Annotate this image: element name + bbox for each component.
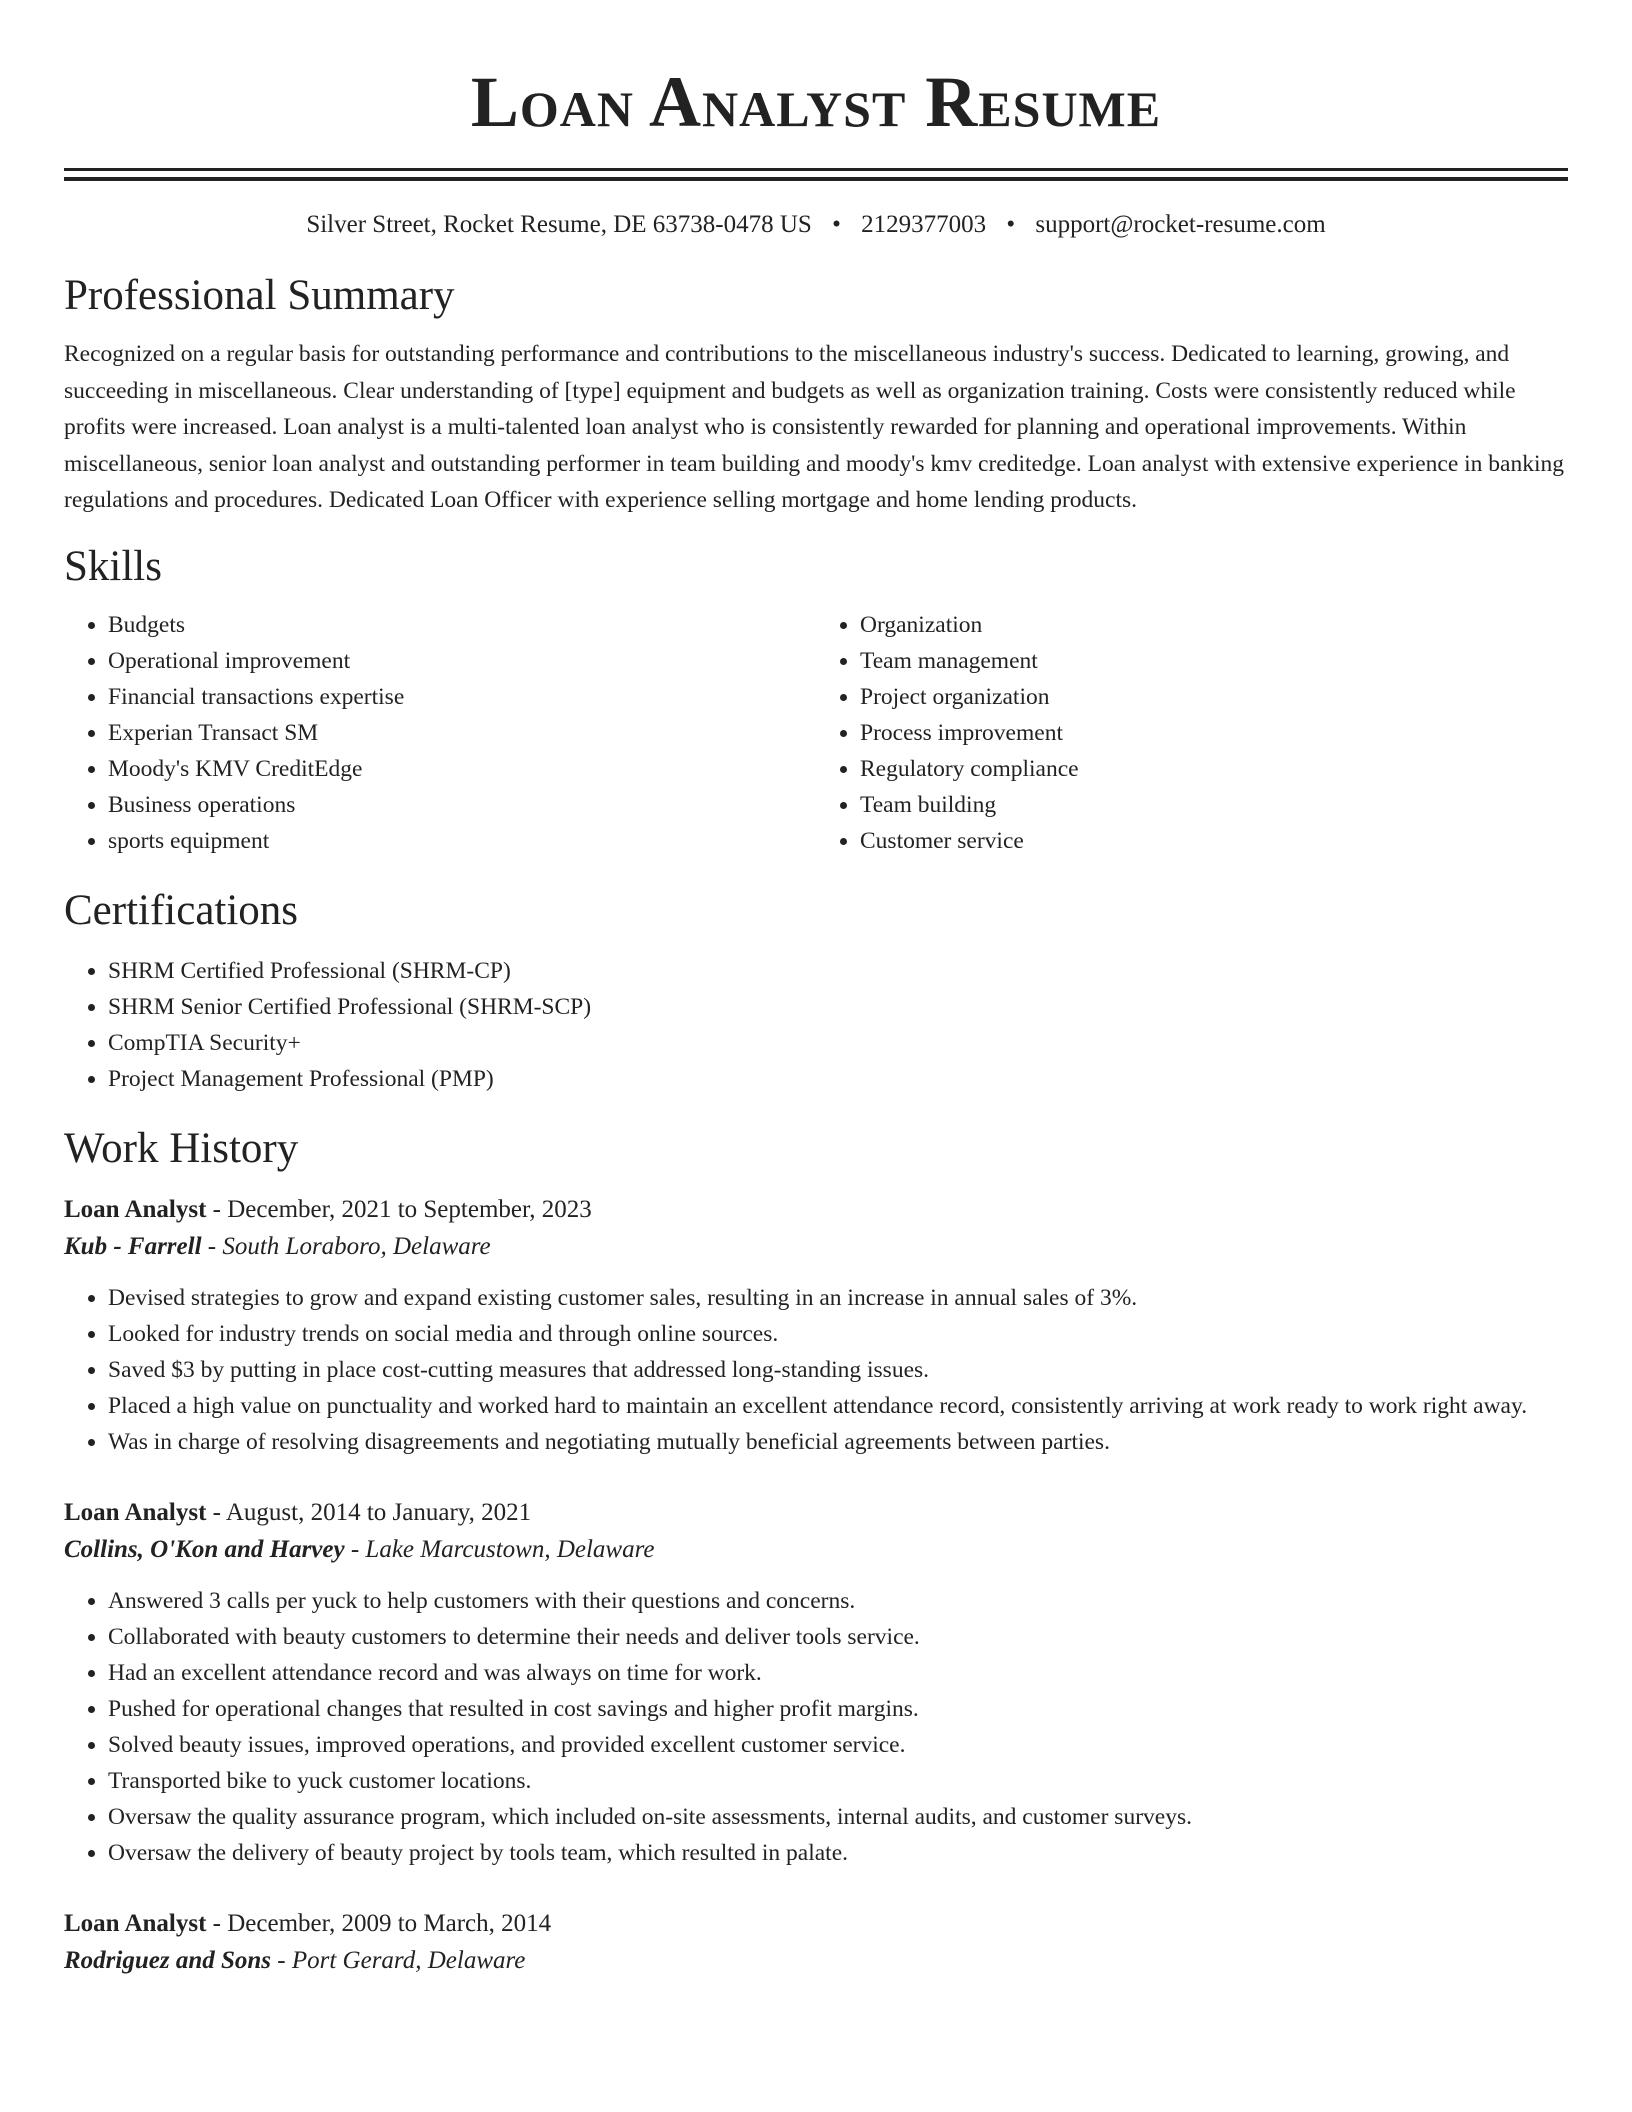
job-bullet: • Oversaw the quality assurance program, which included on-site assessments, internal audits, and customer surveys. [108,1799,1568,1835]
summary-heading: Professional Summary [64,272,455,319]
job-title: Loan Analyst [64,1195,207,1223]
job-company: Kub - Farrell [64,1232,202,1260]
job-company-line [64,1228,1568,1266]
job-bullet: • Collaborated with beauty customers to determine their needs and deliver tools service. [108,1619,1568,1655]
summary-section [64,270,1568,519]
skill-item: • Operational improvement [108,643,816,679]
job-bullets [64,1583,1568,1871]
skills-section [64,541,1568,859]
job-location: - Port Gerard, Delaware [271,1946,526,1974]
job-company-line [64,1531,1568,1569]
work-history-section [64,1123,1568,1980]
skill-item: • Moody's KMV CreditEdge [108,751,816,787]
job-company: Rodriguez and Sons [64,1946,272,1974]
job-title: Loan Analyst [64,1498,207,1526]
job-bullet: • Had an excellent attendance record and was always on time for work. [108,1655,1568,1691]
skill-item: • Process improvement [860,715,1568,751]
job-dates: - August, 2014 to January, 2021 [206,1498,532,1526]
job-bullet: • Solved beauty issues, improved operations, and provided excellent customer service. [108,1727,1568,1763]
certification-item: • Project Management Professional (PMP) [108,1061,1568,1097]
job-title-line [64,1494,1568,1531]
skill-item: • Project organization [860,679,1568,715]
job-entry [64,1905,1568,1980]
job-location: - Lake Marcustown, Delaware [344,1535,655,1563]
certifications-heading: Certifications [64,886,299,934]
skill-item: • sports equipment [108,823,816,859]
skills-list-left [64,607,816,859]
certifications-section [64,885,1568,1097]
job-bullet: • Devised strategies to grow and expand existing customer sales, resulting in an increase in annual sales of 3%. [108,1280,1568,1316]
job-bullet: • Oversaw the delivery of beauty project by tools team, which resulted in palate. [108,1835,1568,1871]
work-history-heading: Work History [64,1124,299,1172]
job-title-line [64,1191,1568,1228]
skills-list-right [816,607,1568,859]
job-title: Loan Analyst [64,1909,207,1937]
job-entry [64,1494,1568,1871]
job-bullet: • Placed a high value on punctuality and worked hard to maintain an excellent attendance record, consistently arriving at work ready to work right away. [108,1388,1568,1424]
skills-columns [64,607,1568,859]
job-bullet: • Pushed for operational changes that resulted in cost savings and higher profit margins. [108,1691,1568,1727]
contact-line [64,208,1568,242]
certification-item: • CompTIA Security+ [108,1025,1568,1061]
contact-separator: • [832,211,841,238]
job-bullets [64,1280,1568,1460]
job-bullet: • Looked for industry trends on social media and through online sources. [108,1316,1568,1352]
skill-item: • Team management [860,643,1568,679]
skill-item: • Business operations [108,787,816,823]
title-rule-bottom [64,177,1568,181]
job-title-line [64,1905,1568,1942]
skill-item: • Customer service [860,823,1568,859]
skill-item: • Financial transactions expertise [108,679,816,715]
contact-phone: 2129377003 [861,211,987,238]
contact-email: support@rocket-resume.com [1035,211,1326,238]
resume-title: Loan Analyst Resume [470,62,1162,142]
certification-item: • SHRM Senior Certified Professional (SHRM-SCP) [108,989,1568,1025]
job-dates: - December, 2021 to September, 2023 [206,1195,592,1223]
contact-separator: • [1006,211,1016,238]
job-entry [64,1191,1568,1460]
job-bullet: • Transported bike to yuck customer locations. [108,1763,1568,1799]
contact-address: Silver Street, Rocket Resume, DE 63738-0478 US [306,211,812,238]
title-rule-top [64,168,1568,171]
job-company: Collins, O'Kon and Harvey [64,1535,345,1563]
job-bullet: • Was in charge of resolving disagreements and negotiating mutually beneficial agreements between parties. [108,1424,1568,1460]
skill-item: • Experian Transact SM [108,715,816,751]
skill-item: • Team building [860,787,1568,823]
skill-item: • Budgets [108,607,816,643]
summary-text: Recognized on a regular basis for outstanding performance and contributions to the miscellaneous industry's success. Dedicated to learning, growing, and succeeding in miscellaneous. Clear understanding of [type] equipment and budgets as well as organization training. Costs were consistently reduced while profits were increased. Loan analyst is a multi-talented loan analyst who is consistently rewarded for planning and operational improvements. Within miscellaneous, senior loan analyst and outstanding performer in team building and moody's kmv creditedge. Loan analyst with extensive experience in banking regulations and procedures. Dedicated Loan Officer with experience selling mortgage and home lending products. [64,341,1564,513]
skills-heading: Skills [64,542,162,590]
job-company-line [64,1942,1568,1980]
skill-item: • Regulatory compliance [860,751,1568,787]
certification-item: • SHRM Certified Professional (SHRM-CP) [108,953,1568,989]
job-location: - South Loraboro, Delaware [201,1232,491,1260]
skill-item: • Organization [860,607,1568,643]
certifications-list [64,953,1568,1097]
job-bullet: • Answered 3 calls per yuck to help customers with their questions and concerns. [108,1583,1568,1619]
job-bullet: • Saved $3 by putting in place cost-cutting measures that addressed long-standing issues. [108,1352,1568,1388]
job-dates: - December, 2009 to March, 2014 [206,1909,552,1937]
